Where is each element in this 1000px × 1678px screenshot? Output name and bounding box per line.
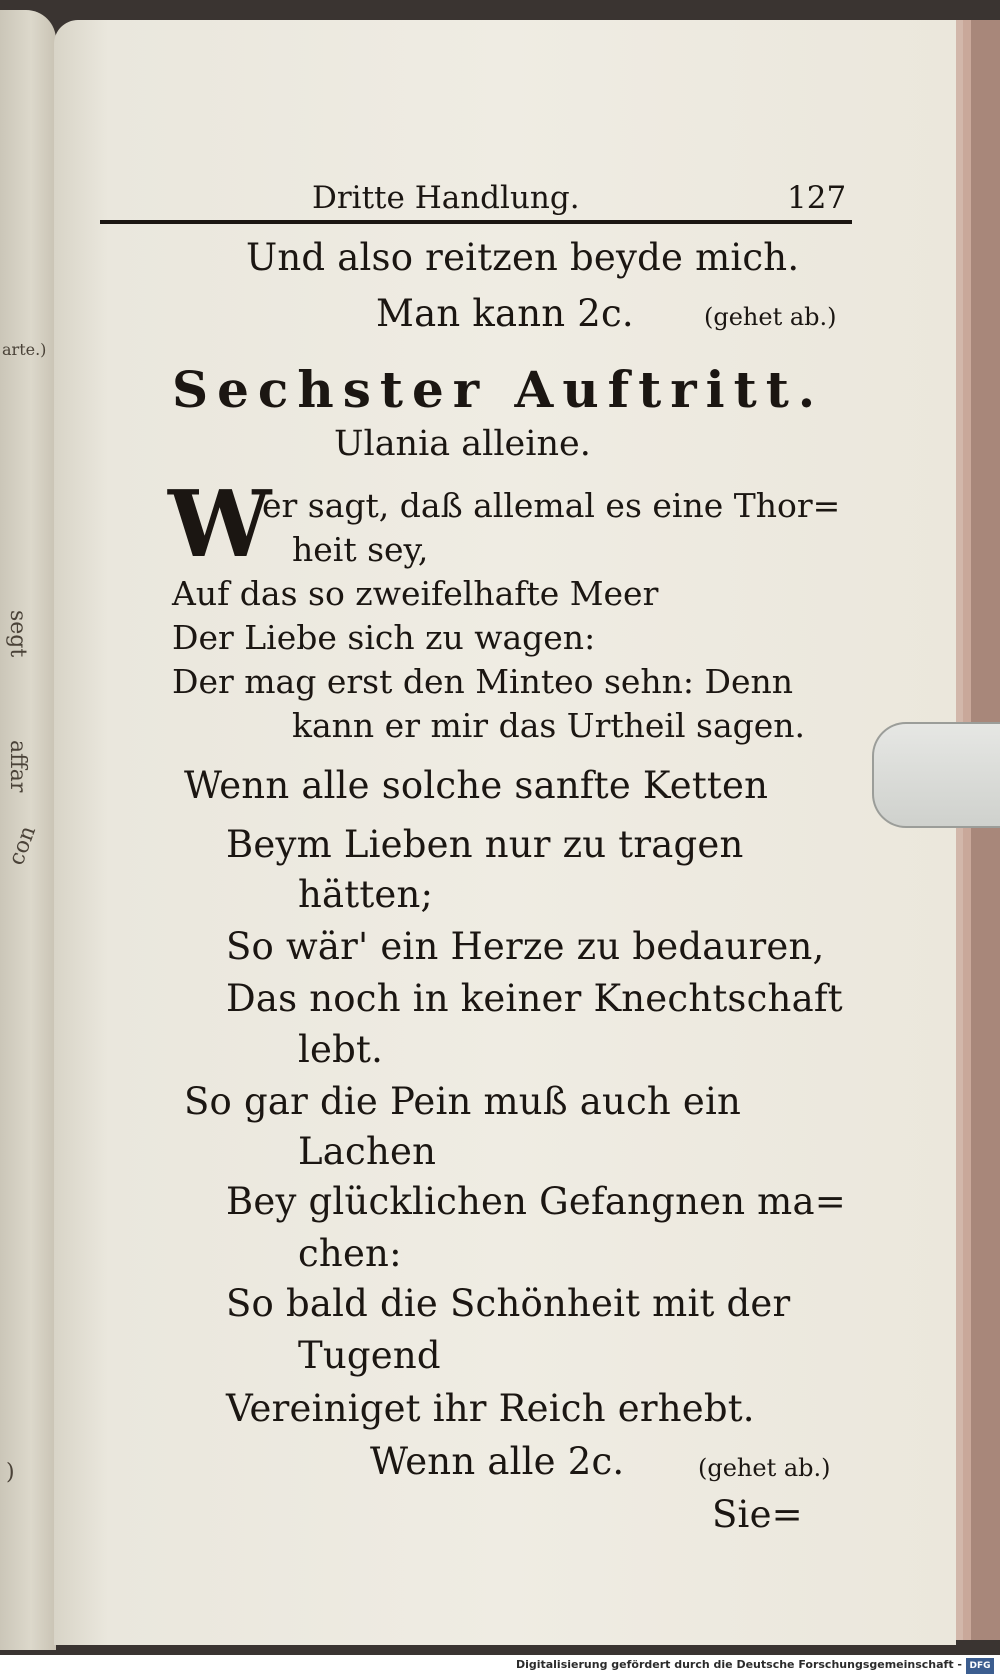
verse-line: lebt. [298,1028,384,1071]
book-page [54,20,956,1645]
drop-capital: W [168,470,272,578]
verse-line: er sagt, daß allemal es eine Thor= [262,486,841,525]
verse-line: Das noch in keiner Knechtschaft [226,977,843,1020]
left-page-edge [0,10,56,1650]
verse-line: Vereiniget ihr Reich erhebt. [226,1387,755,1430]
verse-line: So wär' ein Herze zu bedauren, [226,925,825,968]
funding-credit: Digitalisierung gefördert durch die Deutsche Forschungsgemeinschaft - [515,1658,962,1671]
page-text [54,20,956,1645]
stage-direction: (gehet ab.) [704,303,837,331]
footer-bar [0,1655,1000,1678]
left-fragment: affar [5,740,30,793]
verse-line: Beym Lieben nur zu tragen [226,823,744,866]
page-number: 127 [787,180,847,216]
verse-line: Man kann 2c. [376,292,634,335]
verse-line: Der mag erst den Minteo sehn: Denn [172,662,794,701]
verse-line: Wenn alle solche sanfte Ketten [184,764,769,807]
verse-line: So bald die Schönheit mit der [226,1282,791,1325]
verse-line: hätten; [298,873,434,916]
verse-line: Und also reitzen beyde mich. [246,236,800,279]
stage-direction: (gehet ab.) [698,1454,831,1482]
verse-line: Der Liebe sich zu wagen: [172,618,596,657]
verse-line: Lachen [298,1130,437,1173]
header-rule [100,220,852,224]
verse-line: Wenn alle 2c. [370,1440,625,1483]
verse-line: Bey glücklichen Gefangnen ma= [226,1180,846,1223]
catchword: Sie= [712,1493,803,1536]
verse-line: So gar die Pein muß auch ein [184,1080,742,1123]
scene-heading: Sechster Auftritt. [172,360,825,419]
left-fragment: segt [5,610,30,658]
page-clip [872,722,1000,828]
page-edge [963,20,971,1640]
page-edge [955,20,963,1640]
verse-line: chen: [298,1232,402,1275]
verse-line: Auf das so zweifelhafte Meer [172,574,659,613]
dfg-logo-icon: DFG [966,1658,994,1674]
verse-line: Tugend [298,1334,441,1377]
left-fragment: con [4,822,42,869]
verse-line: heit sey, [292,530,429,569]
running-head: Dritte Handlung. [312,180,580,216]
left-fragment: ) [6,1460,15,1485]
speaker-name: Ulania alleine. [334,424,591,464]
left-fragment: arte.) [2,340,47,359]
cover-edge [971,20,1000,1640]
verse-line: kann er mir das Urtheil sagen. [292,706,806,745]
